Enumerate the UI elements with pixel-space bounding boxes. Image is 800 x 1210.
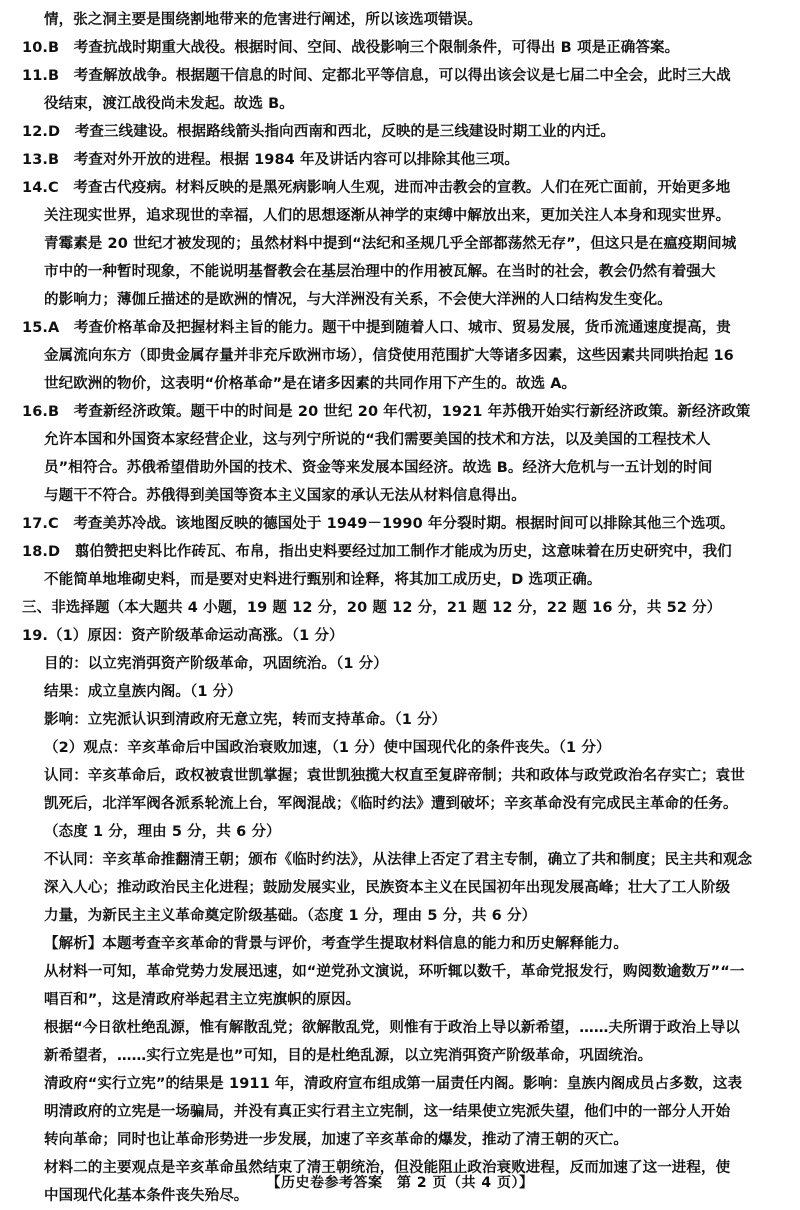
analysis-heading: 【解析】本题考查辛亥革命的背景与评价，考查学生提取材料信息的能力和历史解释能力。 xyxy=(44,936,628,952)
answer-13: 13.B 考查对外开放的进程。根据 1984 年及讲话内容可以排除其他三项。 xyxy=(22,152,519,168)
text-line: 转向革命；同时也让革命形势进一步发展，加速了辛亥革命的爆发，推动了清王朝的灭亡。 xyxy=(44,1132,628,1148)
text-line: 不能简单地堆砌史料，而是要对史料进行甄别和诠释，将其加工成历史，D 选项正确。 xyxy=(44,572,602,588)
text-line: 根据“今日欲杜绝乱源，惟有解散乱党；欲解散乱党，则惟有于政治上导以新希望，……夫所谓于政治上导以 xyxy=(44,1020,740,1036)
text-line: 与题干不符合。苏俄得到美国等资本主义国家的承认无法从材料信息得出。 xyxy=(44,488,526,504)
text-line: 市中的一种暂时现象，不能说明基督教会在基层治理中的作用被瓦解。在当时的社会，教会仍然有着强大 xyxy=(44,264,716,280)
page-footer: 【历史卷参考答案 第 2 页（共 4 页）】 xyxy=(266,1175,534,1191)
text-line: 中国现代化基本条件丧失殆尽。 xyxy=(44,1188,249,1204)
answer-15: 15.A 考查价格革命及把握材料主旨的能力。题干中提到随着人口、城市、贸易发展，货币流通速度提高，贵 xyxy=(22,320,731,336)
text-line: 唱百和”，这是清政府举起君主立宪旗帜的原因。 xyxy=(44,992,361,1008)
answer-10: 10.B 考查抗战时期重大战役。根据时间、空间、战役影响三个限制条件，可得出 B 项是正确答案。 xyxy=(22,40,680,56)
text-line: 员”相符合。苏俄希望借助外国的技术、资金等来发展本国经济。故选 B。经济大危机与一五计划的时间 xyxy=(44,460,713,476)
text-line: 的影响力；薄伽丘描述的是欧洲的情况，与大洋洲没有关系，不会使大洋洲的人口结构发生变化。 xyxy=(44,292,672,308)
text-line: 目的：以立宪消弭资产阶级革命，巩固统治。（1 分） xyxy=(44,656,388,672)
text-line: 结果：成立皇族内阁。（1 分） xyxy=(44,684,242,700)
answer-18: 18.D 翦伯赞把史料比作砖瓦、布帛，指出史料要经过加工制作才能成为历史，这意味着在历史研究中，我们 xyxy=(22,544,732,560)
text-line: 世纪欧洲的物价，这表明“价格革命”是在诸多因素的共同作用下产生的。故选 A。 xyxy=(44,376,577,392)
text-line: 关注现实世界，追求现世的幸福，人们的思想逐渐从神学的束缚中解放出来，更加关注人本身和现实世界。 xyxy=(44,208,731,224)
text-line: 允许本国和外国资本家经营企业，这与列宁所说的“我们需要美国的技术和方法，以及美国的工程技术人 xyxy=(44,432,711,448)
text-line: 新希望者，……实行立宪是也”可知，目的是杜绝乱源，以立宪消弭资产阶级革命，巩固统治。 xyxy=(44,1048,653,1064)
text-line: 役结束，渡江战役尚未发起。故选 B。 xyxy=(44,96,294,112)
text-line: 从材料一可知，革命党势力发展迅速，如“逆党孙文演说，环听辄以数千，革命党报发行，购阅数逾数万”“一 xyxy=(44,964,745,980)
text-line: 深入人心；推动政治民主化进程；鼓励发展实业，民族资本主义在民国初年出现发展高峰；壮大了工人阶级 xyxy=(44,880,731,896)
text-line: （2）观点：辛亥革命后中国政治衰败加速，（1 分）使中国现代化的条件丧失。（1 分） xyxy=(44,740,611,756)
section-heading: 三、非选择题（本大题共 4 小题，19 题 12 分，20 题 12 分，21 题 12 分，22 题 16 分，共 52 分） xyxy=(22,600,722,616)
text-line: 不认同：辛亥革命推翻清王朝；颁布《临时约法》，从法律上否定了君主专制，确立了共和制度；民主共和观念 xyxy=(44,852,753,868)
text-line: 明清政府的立宪是一场骗局，并没有真正实行君主立宪制，这一结果使立宪派失望，他们中的一部分人开始 xyxy=(44,1104,731,1120)
text-line: 金属流向东方（即贵金属存量并非充斥欧洲市场），信贷使用范围扩大等诸多因素，这些因素共同哄抬起 16 xyxy=(44,348,734,364)
answer-17: 17.C 考查美苏冷战。该地图反映的德国处于 1949－1990 年分裂时期。根据时间可以排除其他三个选项。 xyxy=(22,516,735,532)
text-line: 情，张之洞主要是围绕割地带来的危害进行阐述，所以该选项错误。 xyxy=(44,12,482,28)
answer-16: 16.B 考查新经济政策。题干中的时间是 20 世纪 20 年代初，1921 年苏俄开始实行新经济政策。新经济政策 xyxy=(22,404,751,420)
answer-11: 11.B 考查解放战争。根据题干信息的时间、定都北平等信息，可以得出该会议是七届二中全会，此时三大战 xyxy=(22,68,731,84)
text-line: 力量，为新民主主义革命奠定阶级基础。（态度 1 分，理由 5 分，共 6 分） xyxy=(44,908,537,924)
text-line: 青霉素是 20 世纪才被发现的；虽然材料中提到“法纪和圣规几乎全部都荡然无存”，但这只是在瘟疫期间城 xyxy=(44,236,737,252)
text-line: 影响：立宪派认识到清政府无意立宪，转而支持革命。（1 分） xyxy=(44,712,447,728)
text-line: （态度 1 分，理由 5 分，共 6 分） xyxy=(44,824,281,840)
answer-14: 14.C 考查古代疫病。材料反映的是黑死病影响人生观，进而冲击教会的宣教。人们在死亡面前，开始更多地 xyxy=(22,180,731,196)
answer-12: 12.D 考查三线建设。根据路线箭头指向西南和西北，反映的是三线建设时期工业的内迁。 xyxy=(22,124,615,140)
text-line: 清政府“实行立宪”的结果是 1911 年，清政府宣布组成第一届责任内阁。影响：皇族内阁成员占多数，这表 xyxy=(44,1076,743,1092)
text-line: 材料二的主要观点是辛亥革命虽然结束了清王朝统治，但没能阻止政治衰败进程，反而加速了这一进程，使 xyxy=(44,1160,731,1176)
text-line: 认同：辛亥革命后，政权被袁世凯掌握；袁世凯独揽大权直至复辟帝制；共和政体与政党政治名存实亡；袁世 xyxy=(44,768,745,784)
answer-19: 19.（1）原因：资产阶级革命运动高涨。（1 分） xyxy=(22,628,344,644)
text-line: 凯死后，北洋军阀各派系轮流上台，军阀混战；《临时约法》遭到破坏；辛亥革命没有完成民主革命的任务。 xyxy=(44,796,738,812)
